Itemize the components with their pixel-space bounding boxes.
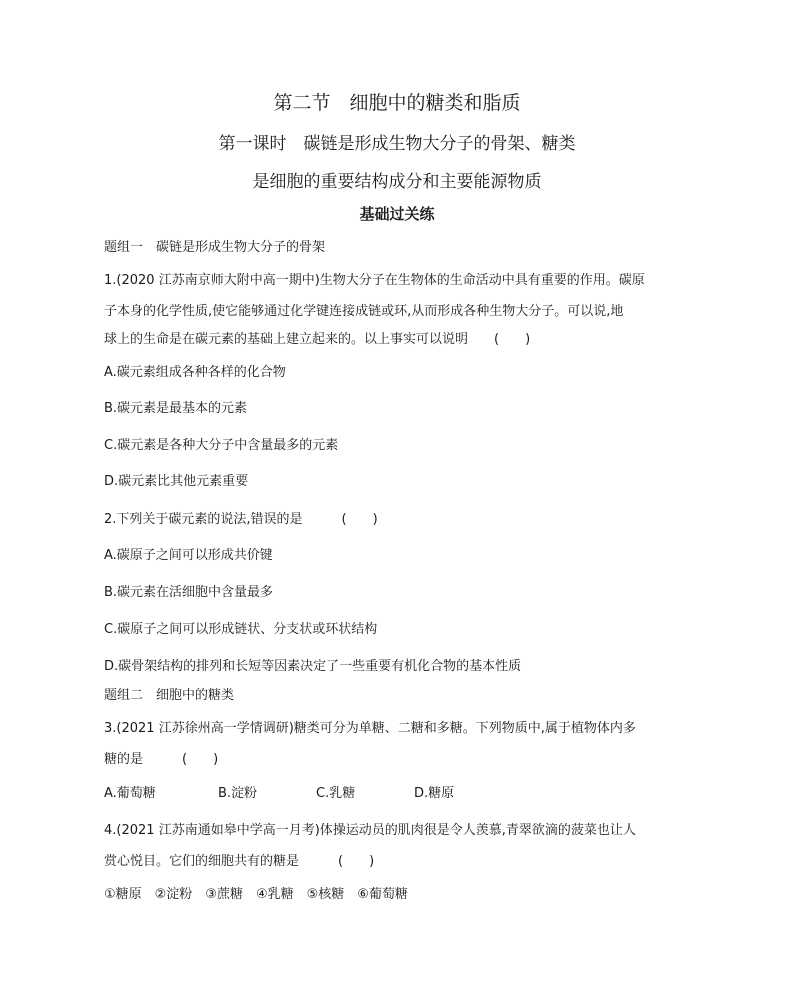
exercise-heading: 基础过关练: [359, 205, 435, 223]
q2-option-b: B.碳元素在活细胞中含量最多: [104, 585, 274, 600]
lesson-title-line1: 第一课时 碳链是形成生物大分子的骨架、糖类: [218, 134, 576, 154]
q2-option-a: A.碳原子之间可以形成共价键: [104, 548, 273, 563]
q4-items: ①糖原 ②淀粉 ③蔗糖 ④乳糖 ⑤核糖 ⑥葡萄糖: [104, 887, 408, 902]
q3-line2: 糖的是 ( ): [104, 752, 219, 767]
lesson-title-line2: 是细胞的重要结构成分和主要能源物质: [252, 172, 542, 192]
q1-option-b: B.碳元素是最基本的元素: [104, 401, 248, 416]
q1-option-d: D.碳元素比其他元素重要: [104, 474, 249, 489]
q1-line2: 子本身的化学性质,使它能够通过化学键连接成链或环,从而形成各种生物大分子。可以说,地: [104, 304, 624, 319]
q2-option-c: C.碳原子之间可以形成链状、分支状或环状结构: [104, 622, 378, 637]
q1-option-c: C.碳元素是各种大分子中含量最多的元素: [104, 438, 339, 453]
q3-option-b: B.淀粉: [218, 786, 258, 801]
q1-line3: 球上的生命是在碳元素的基础上建立起来的。以上事实可以说明 ( ): [104, 332, 531, 347]
q3-line1: 3.(2021 江苏徐州高一学情调研)糖类可分为单糖、二糖和多糖。下列物质中,属于植物体内多: [104, 721, 636, 736]
q2-line1: 2.下列关于碳元素的说法,错误的是 ( ): [104, 512, 378, 527]
q3-option-a: A.葡萄糖: [104, 786, 156, 801]
q1-line1: 1.(2020 江苏南京师大附中高一期中)生物大分子在生物体的生命活动中具有重要的作用。碳原: [104, 273, 645, 288]
group1-heading: 题组一 碳链是形成生物大分子的骨架: [104, 240, 326, 255]
q4-line1: 4.(2021 江苏南通如皋中学高一月考)体操运动员的肌肉很是令人羡慕,青翠欲滴的菠菜也让人: [104, 823, 636, 838]
q3-option-d: D.糖原: [414, 786, 455, 801]
q4-line2: 赏心悦目。它们的细胞共有的糖是 ( ): [104, 854, 375, 869]
q3-option-c: C.乳糖: [316, 786, 356, 801]
section-title: 第二节 细胞中的糖类和脂质: [273, 92, 521, 114]
q1-option-a: A.碳元素组成各种各样的化合物: [104, 365, 286, 380]
q2-option-d: D.碳骨架结构的排列和长短等因素决定了一些重要有机化合物的基本性质: [104, 659, 522, 674]
group2-heading: 题组二 细胞中的糖类: [104, 688, 235, 703]
